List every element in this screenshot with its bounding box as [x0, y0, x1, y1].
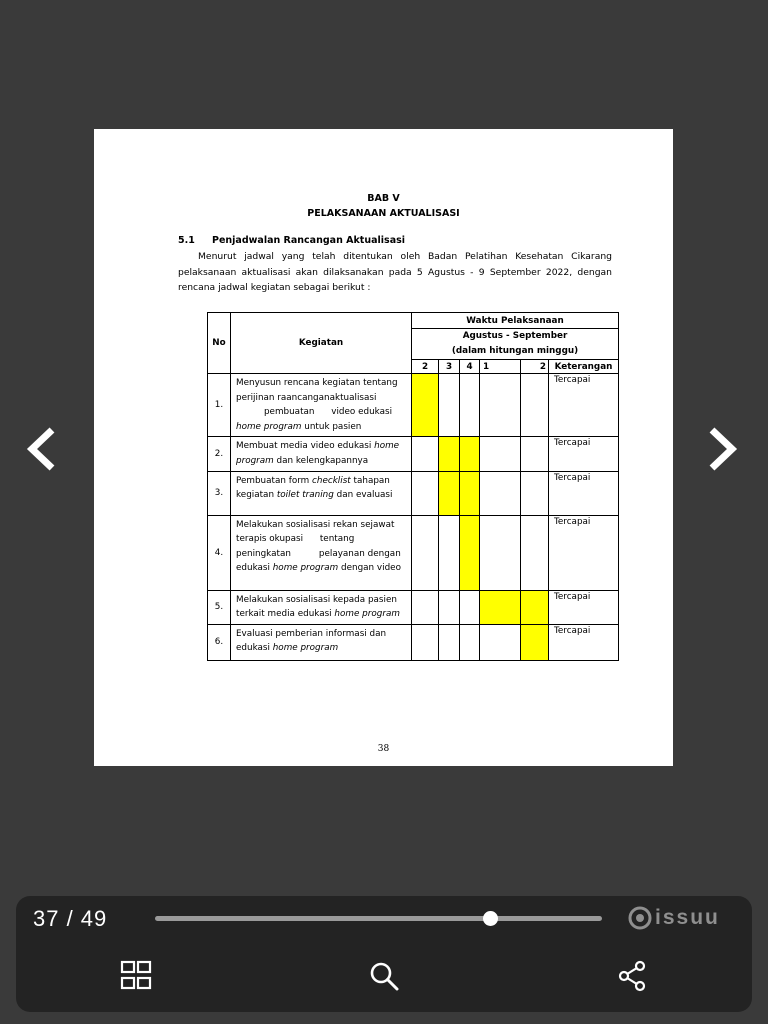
week-cell — [521, 624, 549, 660]
header-kegiatan: Kegiatan — [231, 313, 412, 374]
section-number: 5.1 — [178, 235, 195, 246]
share-button[interactable] — [612, 959, 652, 993]
period-unit: (dalam hitungan minggu) — [451, 346, 579, 356]
next-page-button[interactable] — [700, 424, 750, 474]
search-button[interactable] — [364, 959, 404, 993]
activity-cell: Menyusun rencana kegiatan tentang perijinan raancanganaktualisasi pembuatan video edukasi home program untuk pasien — [231, 374, 412, 437]
week-cell — [521, 374, 549, 437]
table-row — [208, 437, 619, 471]
chevron-left-icon — [20, 424, 70, 474]
week-cell — [439, 590, 460, 624]
header-period — [412, 329, 619, 360]
page-counter: 37 / 49 — [33, 906, 108, 931]
activity-cell: Melakukan sosialisasi kepada pasien terkait media edukasi home program — [231, 590, 412, 624]
row-number: 5. — [208, 590, 231, 624]
period-label: Agustus - September — [462, 331, 568, 341]
chapter-label: BAB V — [367, 193, 400, 204]
search-icon — [367, 959, 401, 993]
section-title: Penjadwalan Rancangan Aktualisasi — [212, 235, 406, 246]
week-header: 2 — [412, 360, 439, 374]
activity-cell: Melakukan sosialisasi rekan sejawat terapis okupasi tentang peningkatan pelayanan dengan edukasi home program dengan video — [231, 515, 412, 590]
section-heading — [178, 235, 405, 246]
page-slider[interactable] — [155, 916, 602, 921]
week-cell — [412, 437, 439, 471]
header-no: No — [208, 313, 231, 374]
row-number: 1. — [208, 374, 231, 437]
activity-cell: Evaluasi pemberian informasi dan edukasi home program — [231, 624, 412, 660]
week-cell — [412, 374, 439, 437]
week-cell — [480, 471, 521, 515]
table-row — [208, 515, 619, 590]
activity-cell: Membuat media video edukasi home program dan kelengkapannya — [231, 437, 412, 471]
week-cell — [521, 437, 549, 471]
schedule-table — [207, 312, 619, 661]
week-header: 2 — [521, 360, 549, 374]
week-cell — [480, 624, 521, 660]
week-header: 4 — [460, 360, 480, 374]
share-icon — [615, 959, 649, 993]
week-cell — [439, 374, 460, 437]
issuu-logo[interactable] — [628, 906, 720, 930]
page-number: 38 — [377, 744, 390, 754]
header-keterangan: Keterangan — [549, 360, 619, 374]
intro-paragraph: Menurut jadwal yang telah ditentukan oleh Badan Pelatihan Kesehatan Cikarang pelaksanaan aktualisasi akan dilaksanakan pada 5 Agustus - 9 September 2022, dengan rencana jadwal kegiatan sebagai berikut : — [178, 251, 612, 293]
week-cell — [460, 624, 480, 660]
week-cell — [412, 590, 439, 624]
week-cell — [521, 590, 549, 624]
chevron-right-icon — [700, 424, 750, 474]
header-waktu: Waktu Pelaksanaan — [412, 313, 619, 329]
week-cell — [439, 471, 460, 515]
table-row — [208, 590, 619, 624]
table-row — [208, 374, 619, 437]
status-cell: Tercapai — [549, 471, 619, 515]
document-page — [94, 129, 673, 766]
grid-view-button[interactable] — [116, 959, 156, 993]
week-header: 1 — [480, 360, 521, 374]
week-cell — [460, 515, 480, 590]
previous-page-button[interactable] — [20, 424, 70, 474]
week-cell — [521, 515, 549, 590]
week-cell — [521, 471, 549, 515]
week-cell — [412, 624, 439, 660]
brand-name: issuu — [655, 906, 720, 929]
viewer-toolbar — [16, 896, 752, 1012]
week-cell — [412, 515, 439, 590]
status-cell: Tercapai — [549, 515, 619, 590]
row-number: 4. — [208, 515, 231, 590]
week-cell — [439, 624, 460, 660]
week-cell — [460, 437, 480, 471]
table-row — [208, 624, 619, 660]
grid-icon — [119, 959, 153, 993]
chapter-title: PELAKSANAAN AKTUALISASI — [307, 208, 460, 219]
week-cell — [412, 471, 439, 515]
status-cell: Tercapai — [549, 624, 619, 660]
week-cell — [480, 515, 521, 590]
status-cell: Tercapai — [549, 437, 619, 471]
week-cell — [460, 471, 480, 515]
table-row — [208, 471, 619, 515]
week-header: 3 — [439, 360, 460, 374]
status-cell: Tercapai — [549, 374, 619, 437]
week-cell — [480, 437, 521, 471]
status-cell: Tercapai — [549, 590, 619, 624]
activity-cell: Pembuatan form checklist tahapan kegiatan toilet traning dan evaluasi — [231, 471, 412, 515]
week-cell — [439, 437, 460, 471]
issuu-logo-icon — [628, 906, 652, 930]
week-cell — [460, 374, 480, 437]
week-cell — [439, 515, 460, 590]
row-number: 3. — [208, 471, 231, 515]
week-cell — [480, 590, 521, 624]
week-cell — [480, 374, 521, 437]
week-cell — [460, 590, 480, 624]
row-number: 6. — [208, 624, 231, 660]
slider-thumb[interactable] — [483, 911, 498, 926]
row-number: 2. — [208, 437, 231, 471]
